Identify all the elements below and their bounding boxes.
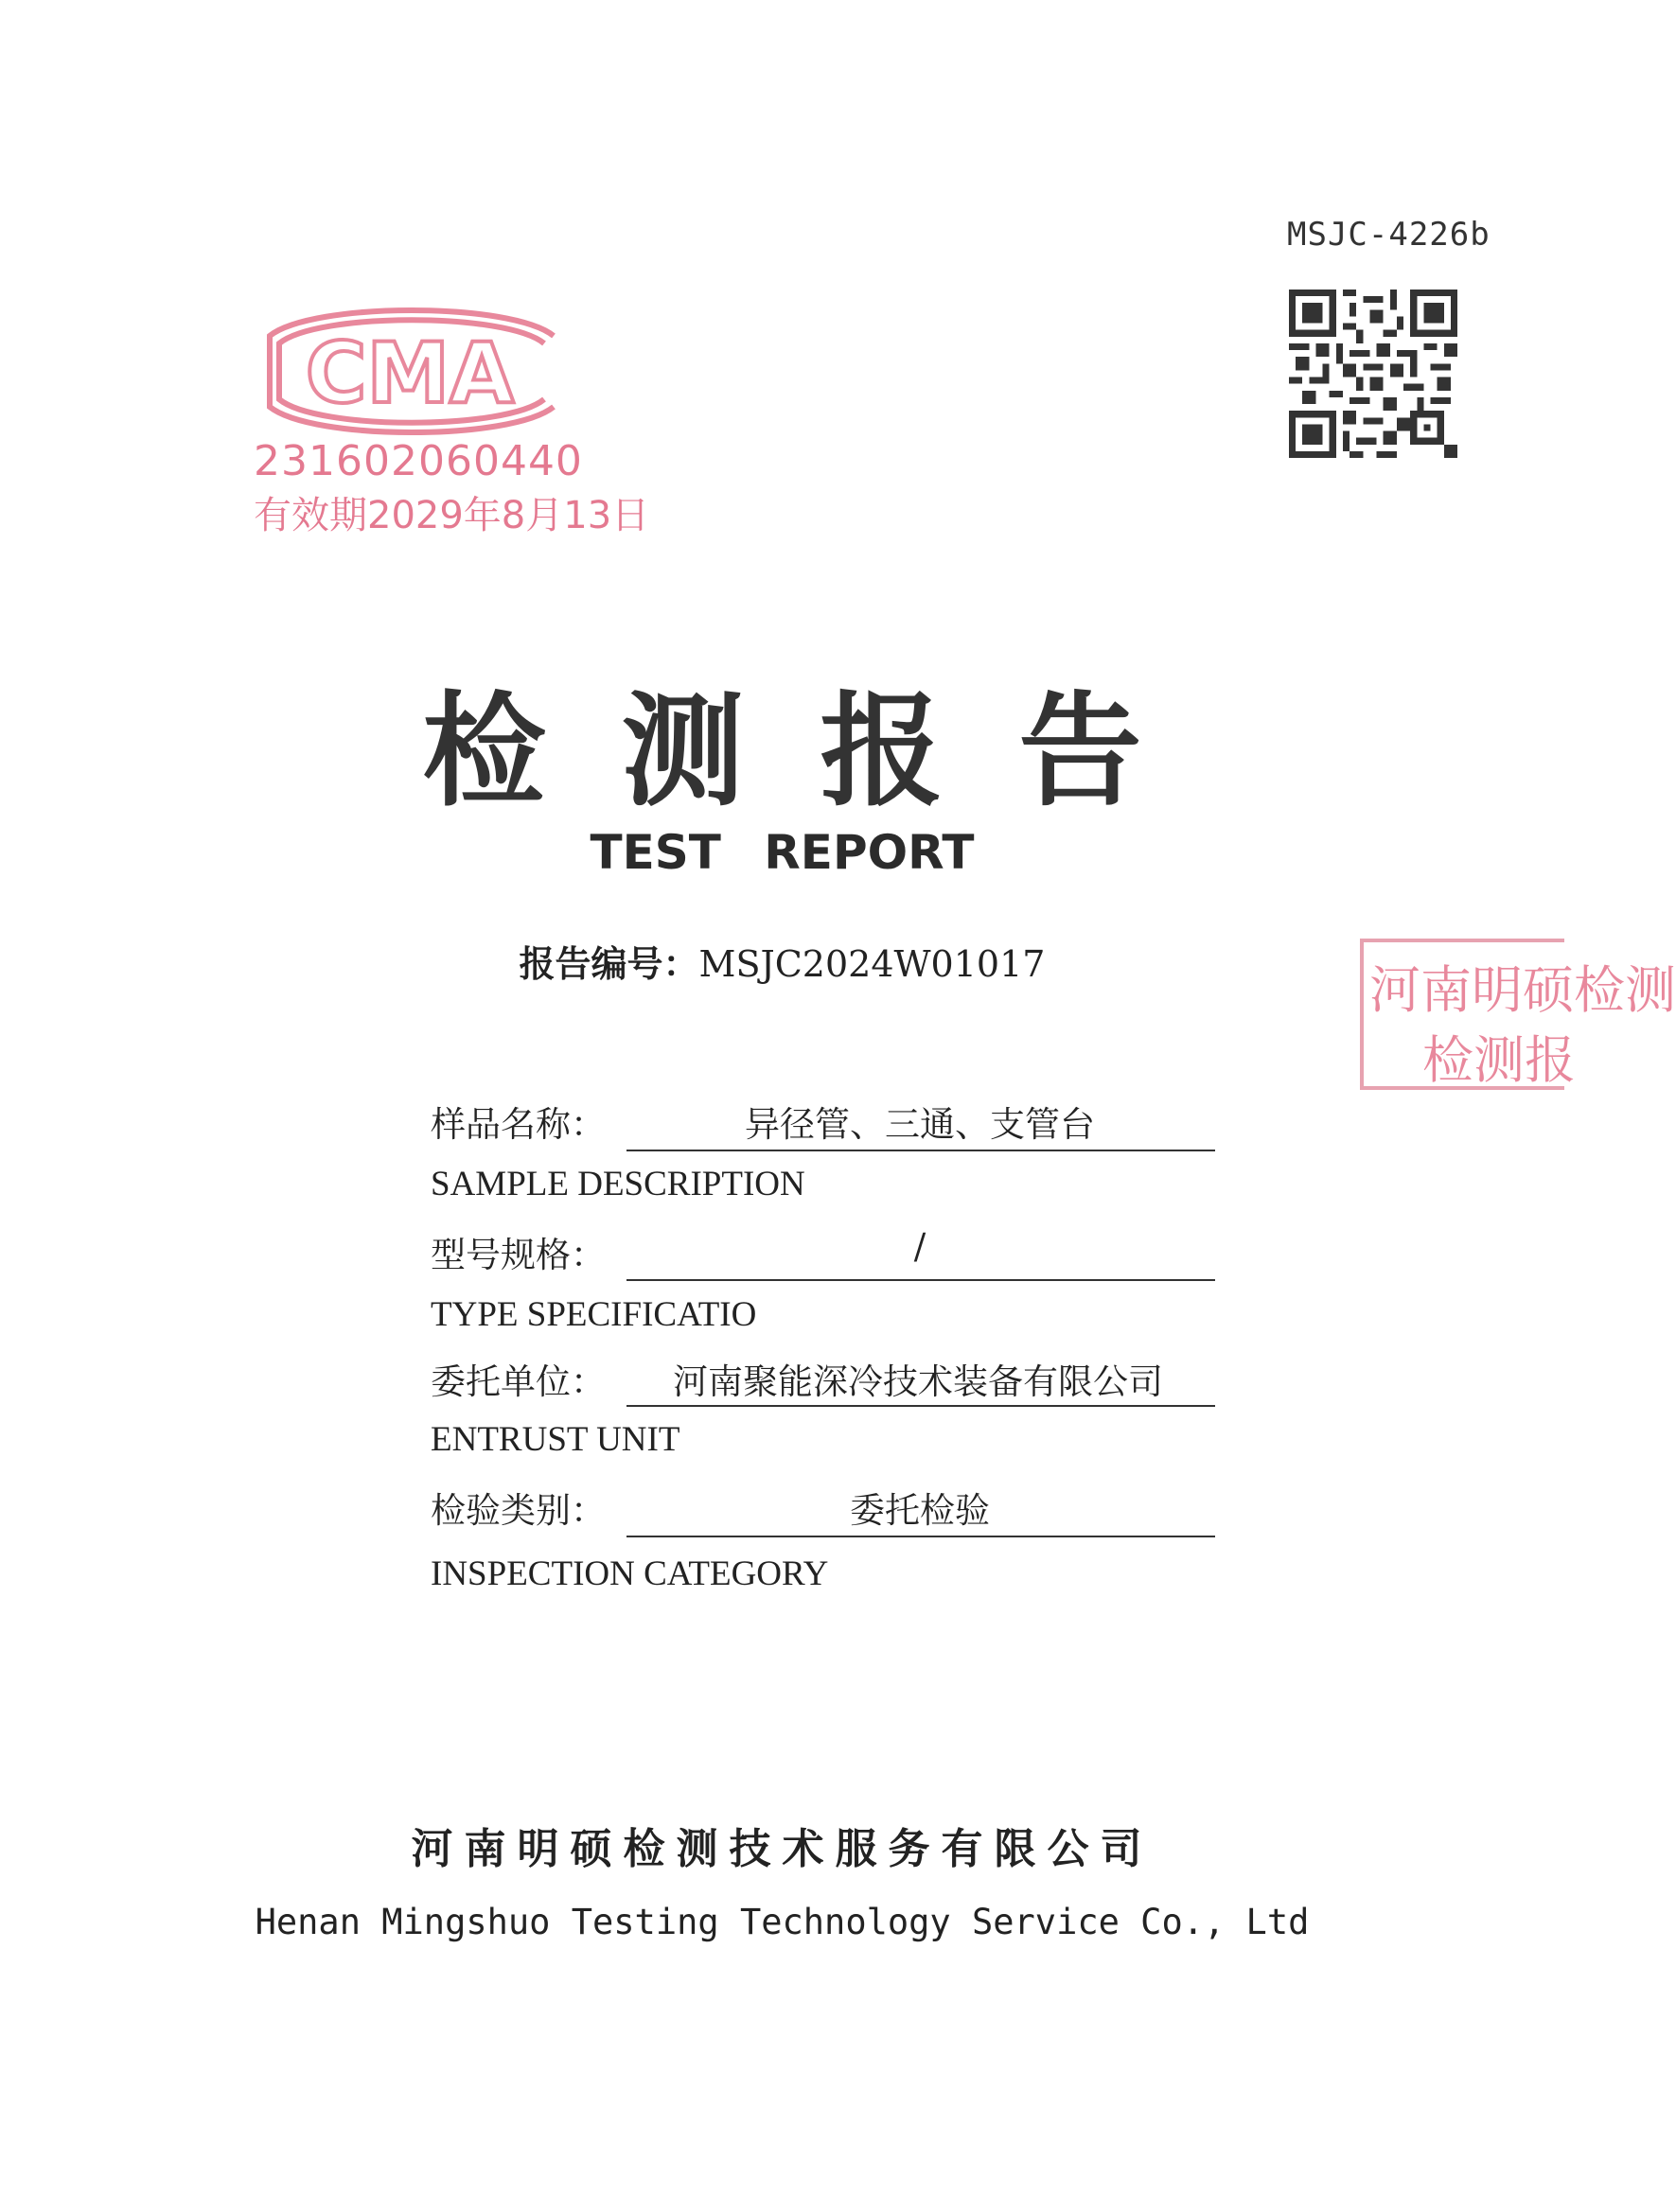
sample-description-label: SAMPLE DESCRIPTION <box>431 1165 805 1203</box>
report-number-value: MSJC2024W01017 <box>698 943 1046 985</box>
sample-name-underline <box>626 1150 1215 1151</box>
seal-text-line2: 检测报 <box>1422 1030 1576 1090</box>
type-spec-underline <box>626 1279 1215 1281</box>
page-title-en: TEST REPORT <box>590 825 975 880</box>
inspection-category-value: 委托检验 <box>850 1490 990 1531</box>
inspection-category-label: 检验类别： <box>431 1490 606 1531</box>
entrust-unit-en-label: ENTRUST UNIT <box>431 1420 680 1459</box>
entrust-unit-value: 河南聚能深冷技术装备有限公司 <box>673 1361 1163 1402</box>
document-code: MSJC-4226b <box>1287 216 1491 254</box>
cma-validity: 有效期2029年8月13日 <box>254 494 650 537</box>
type-spec-label: 型号规格： <box>431 1235 606 1275</box>
cma-stamp-logo <box>251 307 573 435</box>
inspection-category-underline <box>626 1536 1215 1537</box>
type-spec-value: / <box>913 1226 926 1267</box>
seal-text-line1: 河南明硕检测 <box>1369 960 1676 1020</box>
page-title-cn: 检测报告 <box>422 678 1218 823</box>
type-specification-label: TYPE SPECIFICATIO <box>431 1295 757 1334</box>
sample-name-label: 样品名称： <box>431 1104 606 1145</box>
cma-logo-text: CMA <box>305 325 515 422</box>
inspection-category-en-label: INSPECTION CATEGORY <box>431 1554 829 1593</box>
company-name-cn: 河南明硕检测技术服务有限公司 <box>411 1825 1154 1873</box>
report-number-label: 报告编号： <box>519 943 699 985</box>
cma-number: 231602060440 <box>254 437 583 485</box>
qr-code-icon <box>1289 290 1457 458</box>
entrust-unit-label: 委托单位： <box>431 1361 606 1402</box>
report-number <box>0 935 1564 987</box>
sample-name-value: 异径管、三通、支管台 <box>745 1104 1095 1145</box>
entrust-unit-underline <box>626 1405 1215 1407</box>
company-name-en: Henan Mingshuo Testing Technology Service Co., Ltd <box>255 1902 1310 1942</box>
